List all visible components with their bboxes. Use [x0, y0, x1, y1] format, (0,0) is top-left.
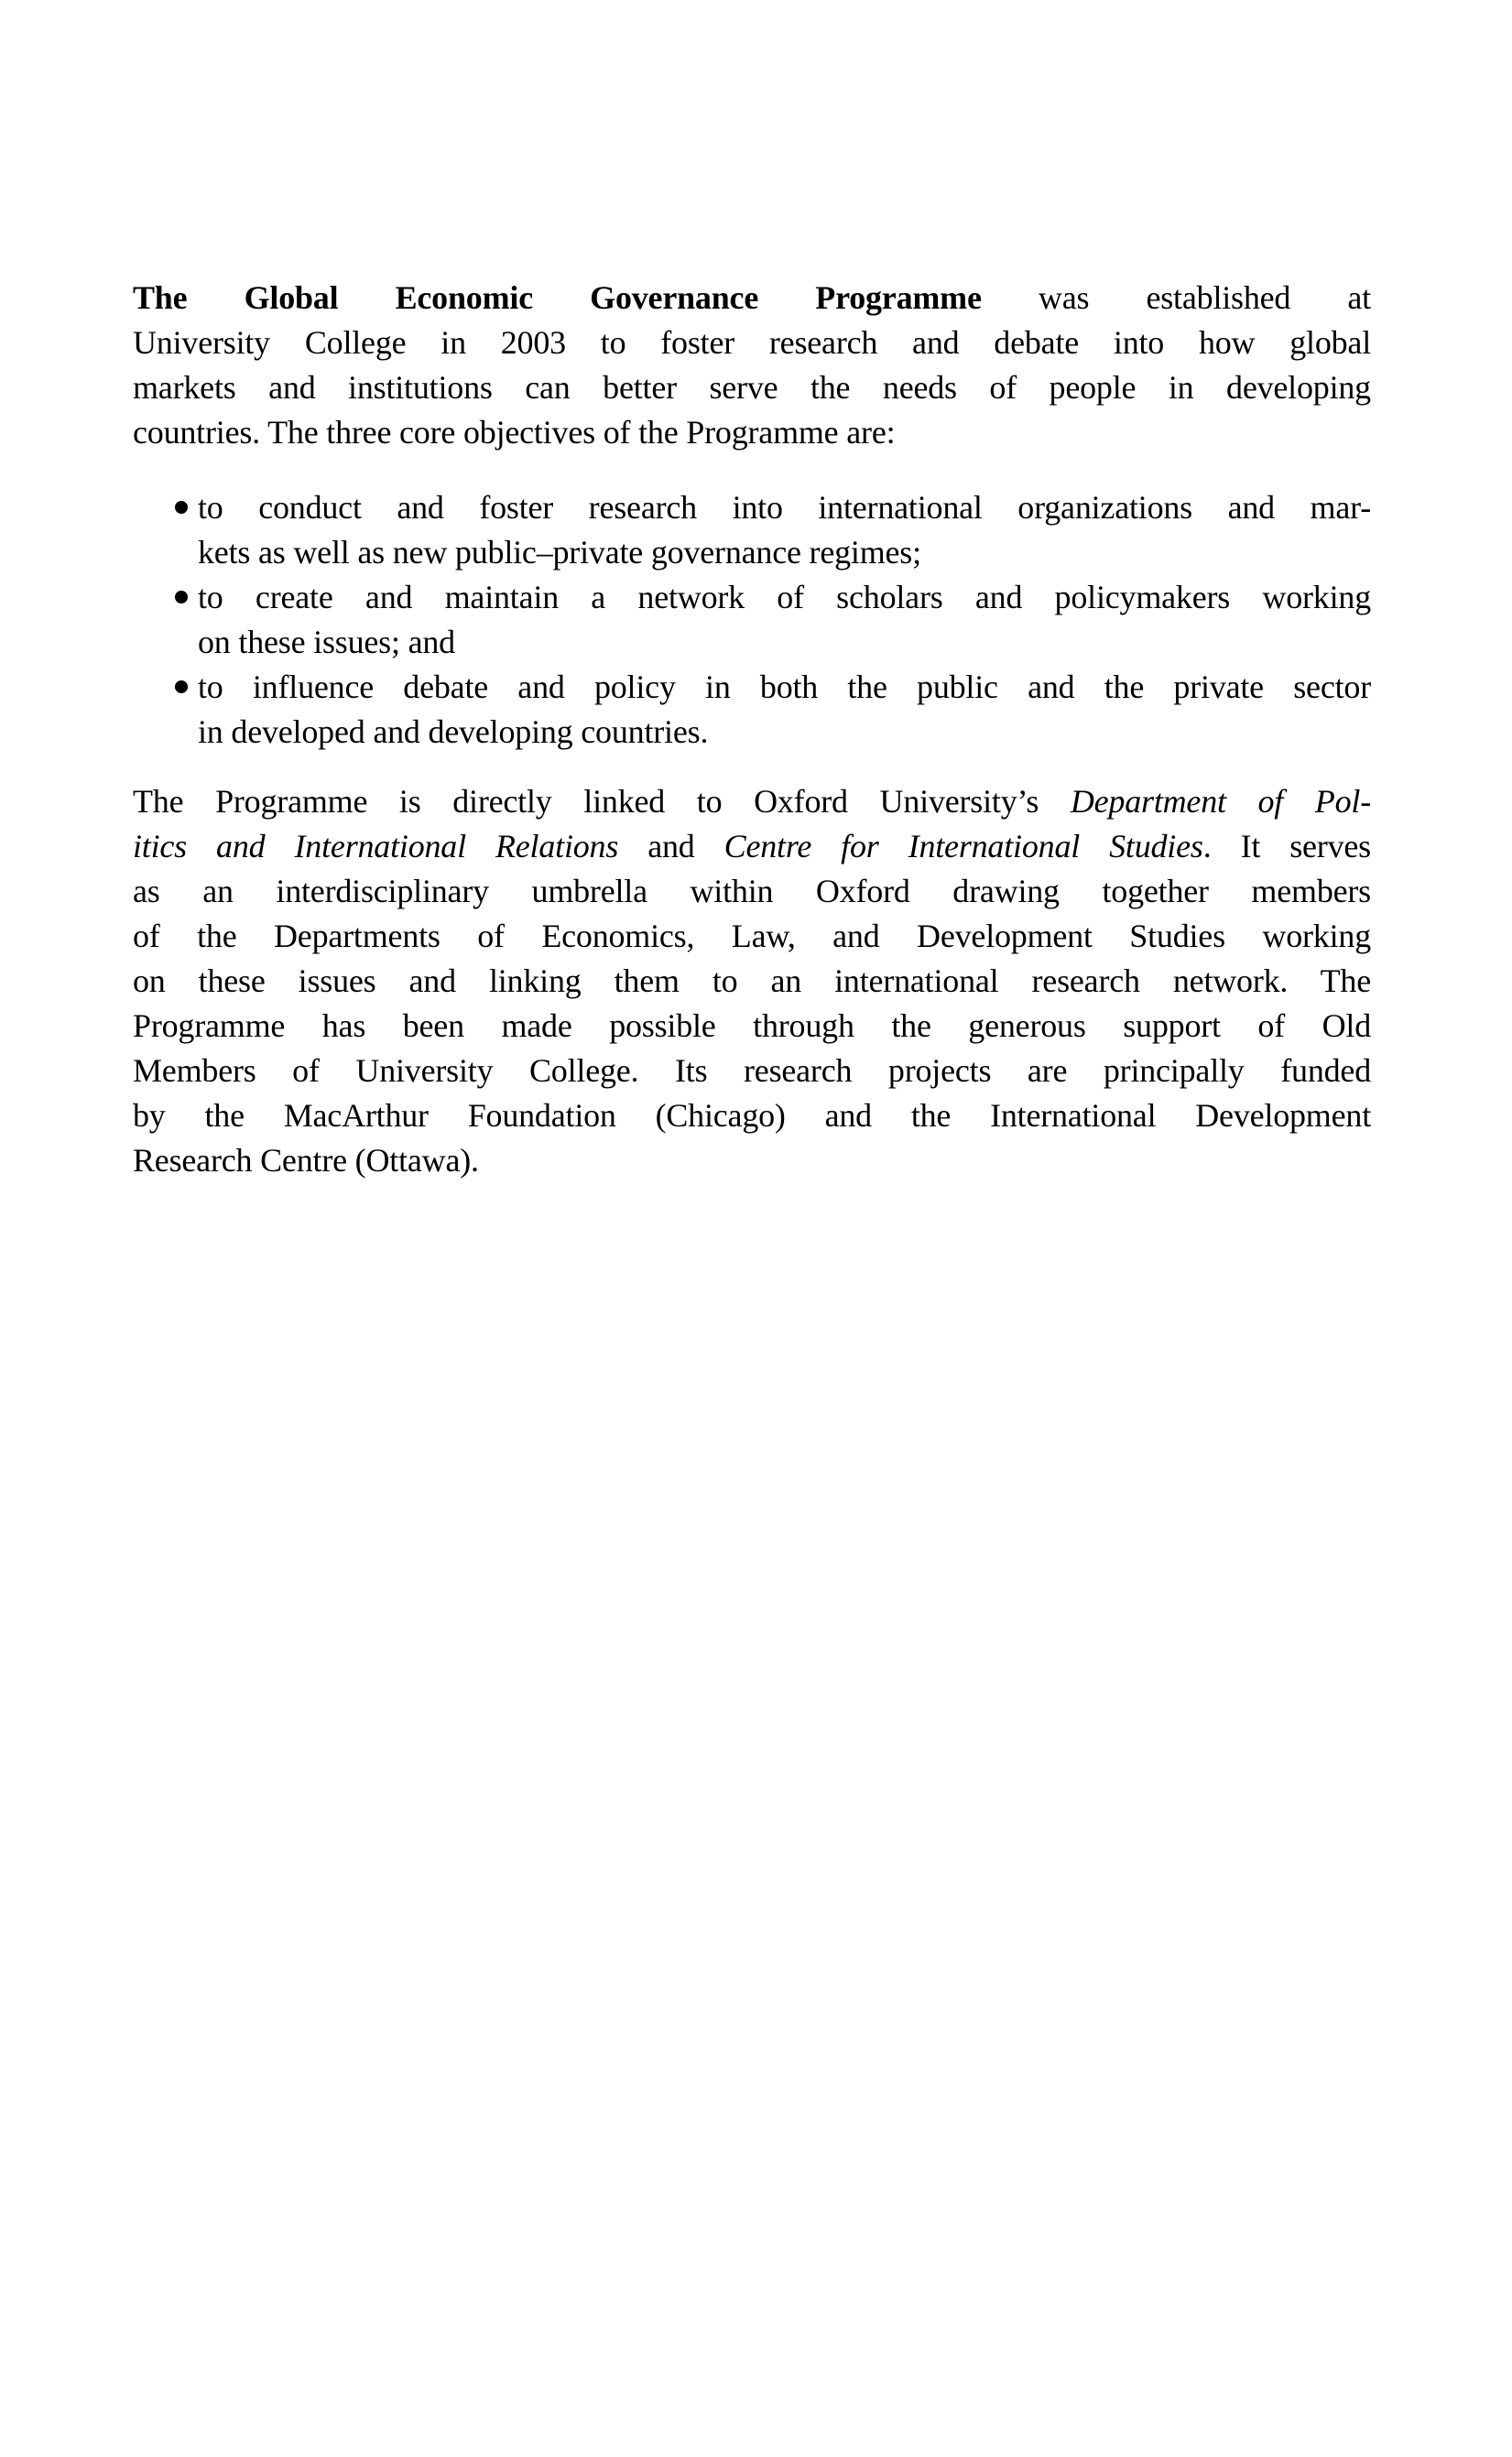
- objective-item: [198, 575, 1371, 665]
- text-run: and: [618, 828, 724, 864]
- bullet-icon: [175, 591, 188, 603]
- text-line: on these issues; and: [198, 624, 455, 660]
- bullet-icon: [175, 501, 188, 514]
- text-block: [133, 276, 1371, 1183]
- text-line: [133, 824, 1371, 869]
- text-line: in developed and developing countries.: [198, 713, 709, 750]
- text-line: to create and maintain a network of scholars and policymakers working: [198, 579, 1371, 615]
- objective-item: [198, 485, 1371, 575]
- text-line: markets and institutions can better serve the needs of people in developing: [133, 369, 1371, 406]
- objective-item: [198, 665, 1371, 755]
- text-line: Research Centre (Ottawa).: [133, 1142, 479, 1179]
- text-line: kets as well as new public–private governance regimes;: [198, 534, 921, 571]
- body-paragraph: [133, 779, 1371, 1183]
- text-line: University College in 2003 to foster research and debate into how global: [133, 324, 1371, 361]
- text-run: . It serves: [1202, 828, 1371, 864]
- text-line: [133, 779, 1371, 824]
- department-name-italic: Department of Pol-: [1070, 783, 1371, 820]
- text-line: of the Departments of Economics, Law, and Development Studies working: [133, 918, 1371, 954]
- text-line: to conduct and foster research into international organizations and mar-: [198, 489, 1371, 526]
- text-run: was established at: [981, 279, 1371, 316]
- text-line: on these issues and linking them to an international research network. The: [133, 962, 1371, 999]
- text-line: countries. The three core objectives of the Programme are:: [133, 414, 896, 451]
- intro-paragraph: [133, 276, 1371, 455]
- department-name-italic: itics and International Relations: [133, 828, 619, 864]
- programme-name-bold: The Global Economic Governance Programme: [133, 279, 982, 316]
- centre-name-italic: Centre for International Studies: [723, 828, 1203, 864]
- text-line: as an interdisciplinary umbrella within Oxford drawing together members: [133, 873, 1371, 909]
- text-line: by the MacArthur Foundation (Chicago) and the International Development: [133, 1097, 1371, 1134]
- text-line: Members of University College. Its research projects are principally funded: [133, 1052, 1371, 1089]
- text-line: Programme has been made possible through the generous support of Old: [133, 1007, 1371, 1044]
- objectives-list: [133, 485, 1371, 755]
- bullet-icon: [175, 680, 188, 693]
- text-run: The Programme is directly linked to Oxford University’s: [133, 783, 1071, 820]
- text-line: to influence debate and policy in both the public and the private sector: [198, 669, 1371, 705]
- text-line: [133, 276, 1371, 321]
